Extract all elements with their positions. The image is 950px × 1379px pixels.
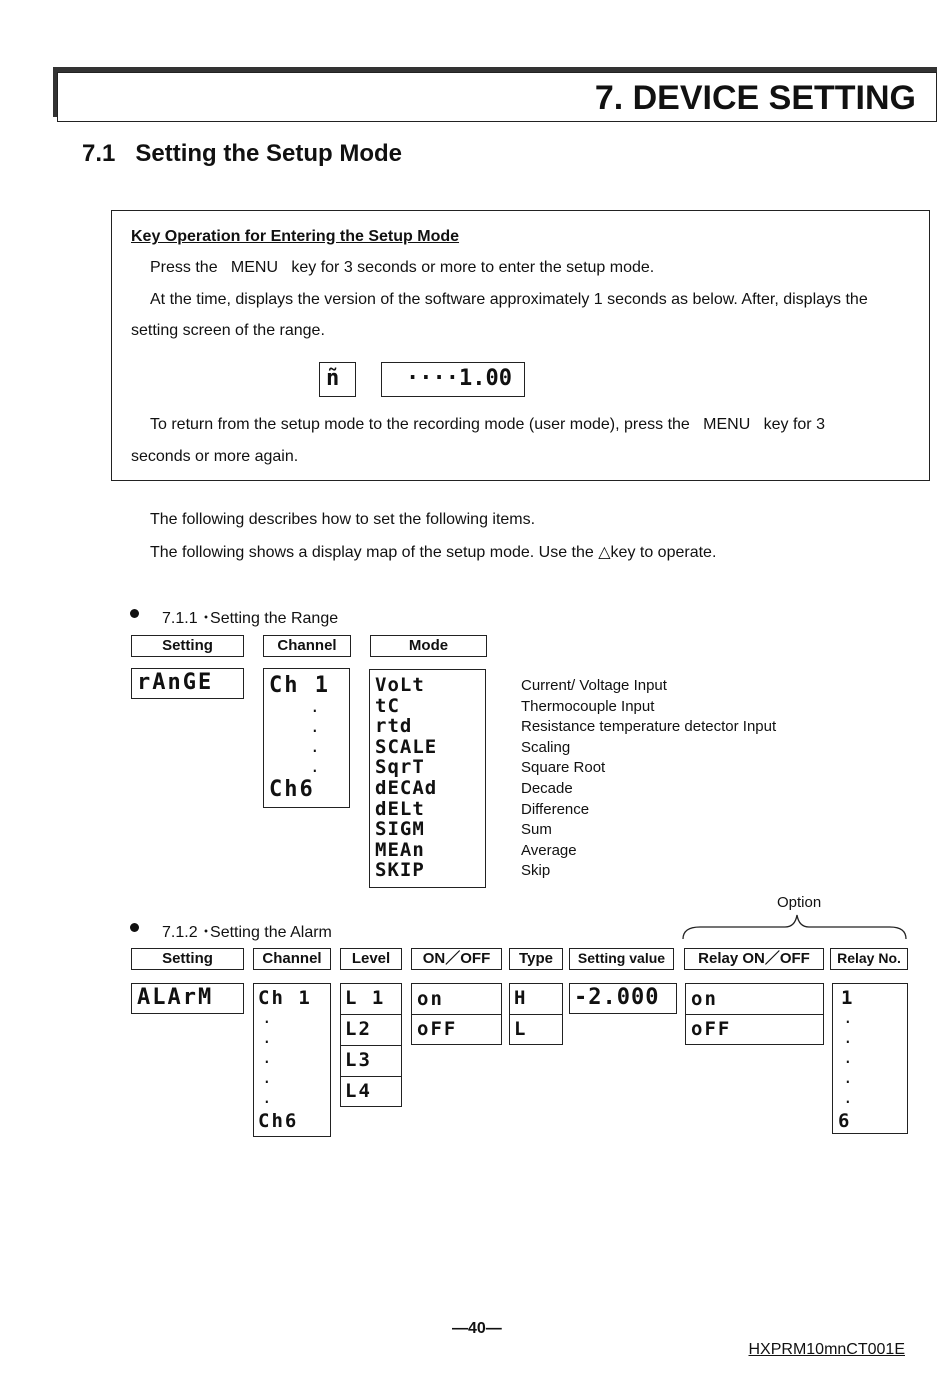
mode-code: tC <box>375 694 400 717</box>
header-type: Type <box>509 948 563 970</box>
relay-dots: . . . . . <box>843 1008 853 1107</box>
option-label: Option <box>777 894 822 911</box>
alarm-setting-text: ALArM <box>137 985 214 1010</box>
relay-last: 6 <box>838 1110 852 1132</box>
key-box-line4: To return from the setup mode to the recording mode (user mode), press the MENU key for 3 <box>150 416 825 433</box>
setting-value-display <box>569 983 677 1014</box>
mode-desc: Thermocouple Input <box>521 697 655 715</box>
mode-desc: Scaling <box>521 738 571 756</box>
alarm-channel-display <box>253 983 331 1137</box>
key-box-line1: Press the MENU key for 3 seconds or more to enter the setup mode. <box>150 259 655 276</box>
mode-code: SKIP <box>375 859 425 882</box>
doc-code: HXPRM10mnCT001E <box>748 1341 905 1358</box>
version-display-text: ····1.00 <box>406 366 512 391</box>
relay-no-display <box>832 983 908 1134</box>
mode-desc: Skip <box>521 862 551 880</box>
header-channel: Channel <box>263 635 351 657</box>
bullet-icon <box>130 923 139 932</box>
range-heading: 7.1.1 ･Setting the Range <box>162 610 339 627</box>
channel-last: Ch6 <box>269 777 315 802</box>
mode-desc: Decade <box>521 779 573 797</box>
key-operation-box <box>111 210 930 481</box>
mode-desc: Square Root <box>521 759 606 777</box>
level-text: L 1 <box>345 987 386 1009</box>
mode-code: rtd <box>375 715 413 738</box>
range-setting-display <box>131 668 244 699</box>
chapter-title: 7. DEVICE SETTING <box>594 79 916 117</box>
header-level: Level <box>340 948 402 970</box>
channel-last: Ch6 <box>258 1110 299 1132</box>
page-number: —40— <box>452 1320 502 1337</box>
mode-display <box>319 362 356 397</box>
channel-first: Ch 1 <box>258 987 312 1009</box>
alarm-setting-display <box>131 983 244 1014</box>
mode-code: SqrT <box>375 756 425 779</box>
channel-dots: . . . . <box>310 697 320 776</box>
header-setting-value: Setting value <box>569 948 674 970</box>
bullet-icon <box>130 609 139 618</box>
level-3 <box>340 1045 402 1077</box>
mode-code: dELt <box>375 797 425 820</box>
section-title: 7.1 Setting the Setup Mode <box>82 140 403 167</box>
channel-dots: . . . . . <box>262 1008 272 1107</box>
header-onoff: ON／OFF <box>411 948 502 970</box>
header-relay-no: Relay No. <box>830 948 908 970</box>
mode-code: SCALE <box>375 735 438 758</box>
key-box-line3: setting screen of the range. <box>131 322 325 339</box>
mode-code: SIGM <box>375 818 425 841</box>
type-l <box>509 1014 563 1045</box>
key-box-line2: At the time, displays the version of the software approximately 1 seconds as below. After, displays the <box>150 291 868 308</box>
mode-display-text: ñ <box>326 366 342 391</box>
alarm-heading: 7.1.2 ･Setting the Alarm <box>162 924 332 941</box>
header-mode: Mode <box>370 635 487 657</box>
alarm-on <box>411 983 502 1015</box>
level-4 <box>340 1076 402 1107</box>
type-text: H <box>514 987 528 1009</box>
range-channel-display <box>263 668 350 808</box>
setting-value-text: -2.000 <box>574 985 660 1010</box>
intro-line2: The following shows a display map of the setup mode. Use the △key to operate. <box>150 544 717 561</box>
onoff-text: on <box>417 988 444 1010</box>
chapter-banner <box>57 72 937 122</box>
relay-first: 1 <box>841 987 855 1009</box>
relay-onoff-text: oFF <box>691 1018 732 1040</box>
mode-desc: Sum <box>521 821 552 839</box>
onoff-text: oFF <box>417 1018 458 1040</box>
mode-code: VoLt <box>375 674 425 696</box>
type-text: L <box>514 1018 528 1040</box>
range-mode-display <box>369 669 486 888</box>
mode-code: MEAn <box>375 838 425 861</box>
type-h <box>509 983 563 1015</box>
alarm-off <box>411 1014 502 1045</box>
range-setting-text: rAnGE <box>137 670 214 695</box>
header-channel: Channel <box>253 948 331 970</box>
relay-onoff-text: on <box>691 988 718 1010</box>
level-2 <box>340 1014 402 1046</box>
mode-desc: Average <box>521 841 577 859</box>
level-1 <box>340 983 402 1015</box>
mode-desc: Resistance temperature detector Input <box>521 718 777 736</box>
mode-code: dECAd <box>375 776 438 799</box>
mode-desc: Difference <box>521 800 590 818</box>
mode-desc: Current/ Voltage Input <box>521 677 667 694</box>
relay-off <box>685 1014 824 1045</box>
mode-descriptions <box>521 676 776 882</box>
relay-on <box>685 983 824 1015</box>
channel-first: Ch 1 <box>269 673 330 698</box>
key-box-line5: seconds or more again. <box>131 448 299 465</box>
level-text: L2 <box>345 1018 372 1040</box>
key-box-title: Key Operation for Entering the Setup Mode <box>131 228 460 245</box>
version-display <box>381 362 525 397</box>
level-text: L3 <box>345 1049 372 1071</box>
header-relay-onoff: Relay ON／OFF <box>684 948 824 970</box>
level-text: L4 <box>345 1080 372 1102</box>
header-setting: Setting <box>131 635 244 657</box>
intro-line1: The following describes how to set the following items. <box>150 511 536 528</box>
option-brace-icon <box>680 912 910 942</box>
header-setting: Setting <box>131 948 244 970</box>
